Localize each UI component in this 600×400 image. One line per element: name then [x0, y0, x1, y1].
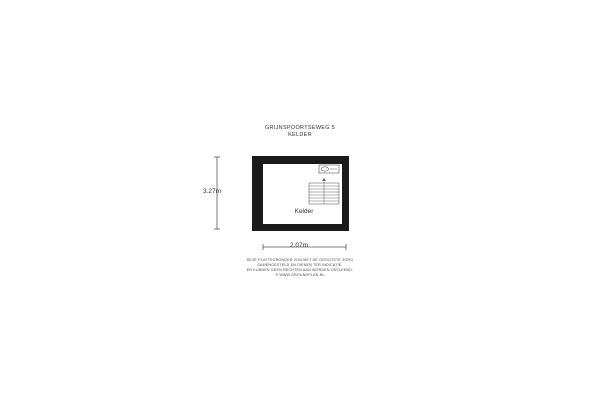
width-dimension-label: 2.07m	[290, 242, 309, 249]
room-label: Kelder	[294, 208, 314, 215]
boiler-icon	[319, 165, 339, 173]
disclaimer-line: © WWW.GROUNDPLAN.NL	[275, 273, 325, 277]
floor-title: KELDER	[288, 132, 312, 138]
disclaimer-line: DEZE PLATTEGRONDEN ZIJN MET DE GROOTSTE ZORG	[246, 258, 354, 262]
disclaimer-text	[0, 258, 600, 278]
disclaimer-line: ER KUNNEN GEEN RECHTEN AAN WORDEN ONTLEEND.	[246, 268, 354, 272]
address-title: GRIJNSPOORTSEWEG 5	[264, 125, 336, 131]
disclaimer-line: SAMENGESTELD EN DIENEN TER INDICATIE.	[257, 263, 343, 267]
height-dimension-label: 3.27m	[203, 188, 222, 195]
